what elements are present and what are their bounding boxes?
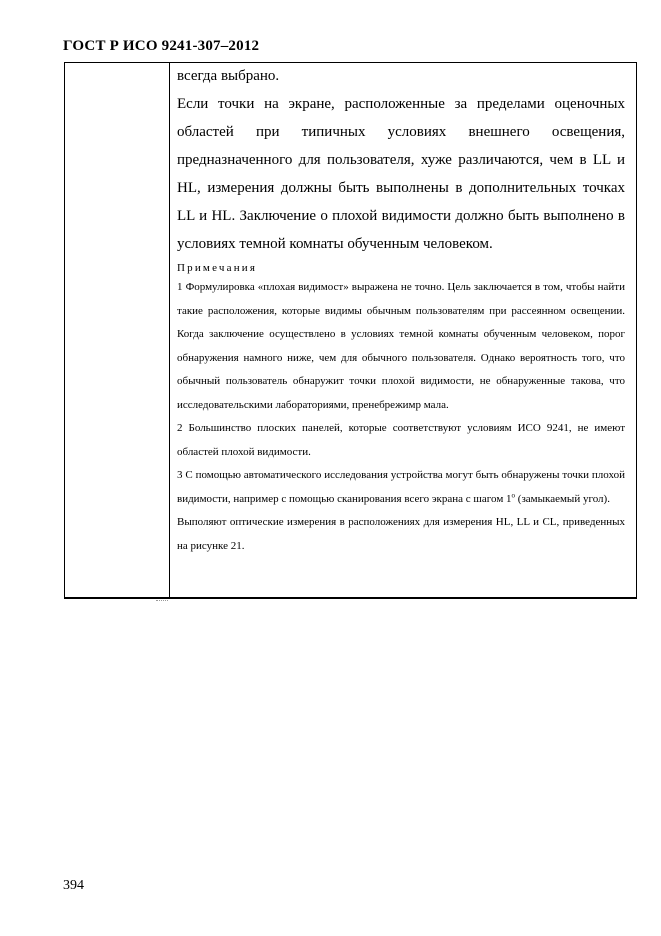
paragraph-continuation: всегда выбрано. xyxy=(177,68,280,84)
column-divider xyxy=(169,63,170,597)
notes-heading: Примечания xyxy=(177,262,258,274)
degree-superscript: о xyxy=(511,490,516,499)
content-table xyxy=(64,62,637,599)
note-3-text-a: 3 С помощью автоматического исследования устройства могут быть обнаружены точки плохой видимости, например с помощью сканирования всего экрана с шагом 1 xyxy=(177,469,625,505)
paragraph-main: Если точки на экране, расположенные за пределами оценочных областей при типичных условиях внешнего освещения, предназначенного для пользователя, хуже различаются, чем в LL и HL, измерения должны быть выполнены в дополнительных точках LL и HL. Заключение о плохой видимости должно быть выполнено в условиях темной комнаты обученным человеком. xyxy=(177,96,625,252)
scan-artifact xyxy=(156,598,168,601)
note-3 xyxy=(177,464,625,511)
note-2: 2 Большинство плоских панелей, которые соответствуют условиям ИСО 9241, не имеют областей плохой видимости. xyxy=(177,422,625,458)
note-3-text-b: (замыкаемый угол). xyxy=(515,492,610,505)
table-cell-text xyxy=(177,63,625,558)
final-paragraph: Выполяют оптические измерения в расположениях для измерения HL, LL и CL, приведенных на рисунке 21. xyxy=(177,516,625,552)
note-1: 1 Формулировка «плохая видимост» выражена не точно. Цель заключается в том, чтобы найти такие расположения, которые видимы обычным пользователям при рассеянном освещении. Когда заключение осуществлено в условиях темной комнаты обученным человеком, порог обнаружения намного ниже, чем для обычного пользователя. Однако вероятность того, что обычный пользователь обнаружит точки плохой видимости, не обнаруженные такова, что исследовательскими лабораториями, пренебрежимр мала. xyxy=(177,281,625,411)
page-number: 394 xyxy=(63,878,84,893)
document-header: ГОСТ Р ИСО 9241-307–2012 xyxy=(63,38,260,54)
